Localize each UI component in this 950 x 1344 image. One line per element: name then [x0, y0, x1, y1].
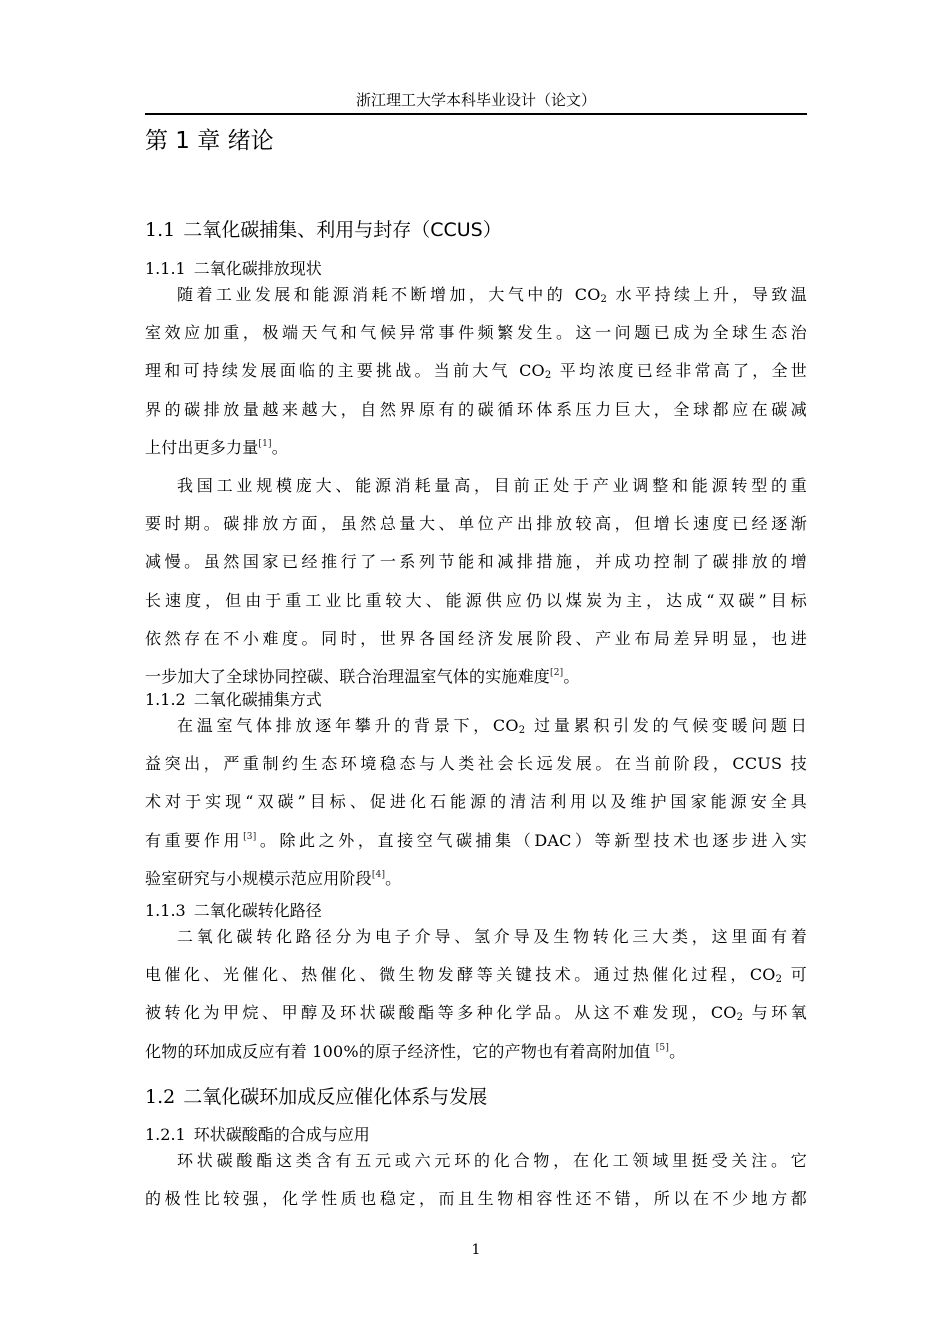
chapter-title: 第 1 章 绪论 — [145, 128, 274, 154]
citation: [2] — [550, 668, 564, 679]
paragraph: 随着工业发展和能源消耗不断增加，大气中的 $CO_2$ 水平持续上升，导致温 室效应加重，极端天气和气候异常事件频繁发生。这一问题已成为全球生态治 理和可持续发展面临的主要挑战。当前大气 $CO_2$ 平均浓度已经非常高了，全世 界的碳排放量越来越大，自然界原有的碳循环体系压力巨大，全球都应在碳减 上付出更多力量[1]。 — [145, 285, 807, 457]
subsection-number: 1.1.2 — [145, 690, 186, 709]
citation: [1] — [258, 438, 272, 449]
subsection-number: 1.2.1 — [145, 1125, 186, 1144]
subsection-title: 环状碳酸酯的合成与应用 — [193, 1125, 370, 1144]
section-heading-1-2 — [145, 1083, 487, 1111]
citation: [4] — [371, 869, 386, 880]
section-heading-1-1 — [145, 216, 502, 244]
subsection-number: 1.1.3 — [145, 901, 186, 920]
running-header: 浙江理工大学本科毕业设计（论文） — [355, 91, 596, 109]
section-title: 二氧化碳环加成反应催化体系与发展 — [183, 1086, 488, 1108]
header-rule — [145, 113, 807, 115]
citation: [3] — [243, 831, 257, 842]
section-number: 1.1 — [145, 219, 176, 241]
page-number: 1 — [471, 1242, 481, 1258]
paragraph: 我国工业规模庞大、能源消耗量高，目前正处于产业调整和能源转型的重 要时期。碳排放方面，虽然总量大、单位产出排放较高，但增长速度已经逐渐 减慢。虽然国家已经推行了一系列节能和减排措施，并成功控制了碳排放的增 长速度，但由于重工业比重较大、能源供应仍以煤炭为主，达成“双碳”目标 依然存在不小难度。同时，世界各国经济发展阶段、产业布局差异明显，也进 一步加大了全球协同控碳、联合治理温室气体的实施难度[2]。 — [145, 476, 807, 687]
paragraph: 二氧化碳转化路径分为电子介导、氢介导及生物转化三大类，这里面有着 电催化、光催化、热催化、微生物发酵等关键技术。通过热催化过程，$CO_2$ 可 被转化为甲烷、甲醇及环状碳酸酯等多种化学品。从这不难发现，$CO_2$ 与环氧 化物的环加成反应有着 100%的原子经济性，它的产物也有着高附加值 [5]。 — [145, 927, 807, 1061]
subsection-number: 1.1.1 — [145, 259, 186, 278]
section-title: 二氧化碳捕集、利用与封存（CCUS） — [183, 219, 502, 241]
paragraph: 在温室气体排放逐年攀升的背景下，$CO_2$ 过量累积引发的气候变暖问题日 益突出，严重制约生态环境稳态与人类社会长远发展。在当前阶段，CCUS 技 术对于实现“双碳”目标、促进化石能源的清洁利用以及维护国家能源安全具 有重要作用[3]。除此之外，直接空气碳捕集（DAC）等新型技术也逐步进入实 验室研究与小规模示范应用阶段[4]。 — [145, 716, 807, 888]
citation: [5] — [655, 1042, 670, 1053]
subsection-title: 二氧化碳排放现状 — [193, 259, 322, 278]
section-number: 1.2 — [145, 1086, 176, 1108]
paragraph: 环状碳酸酯这类含有五元或六元环的化合物，在化工领域里挺受关注。它 的极性比较强，化学性质也稳定，而且生物相容性还不错，所以在不少地方都 — [145, 1151, 807, 1209]
subsection-title: 二氧化碳转化路径 — [193, 901, 322, 920]
subsection-title: 二氧化碳捕集方式 — [193, 690, 322, 709]
